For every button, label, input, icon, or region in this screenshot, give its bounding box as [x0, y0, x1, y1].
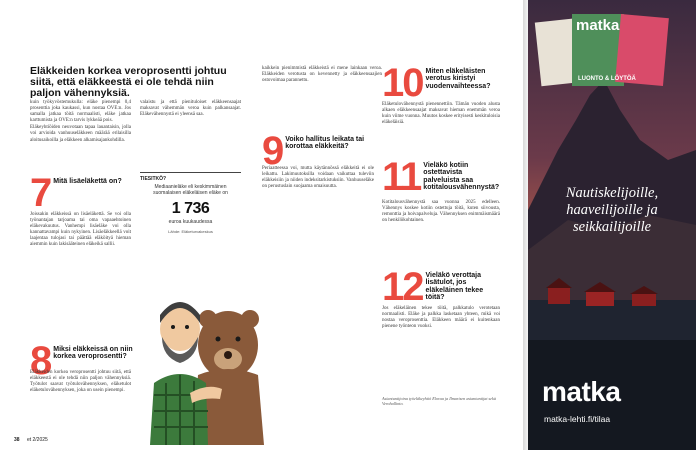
article-paragraph: valaistu ja että pienituloiset eläkkeensaajat maksavat vähemmän veroa kuin palkansaajat. Eläkevähennystä ei yleensä saa.	[140, 100, 241, 118]
question-12	[382, 265, 500, 309]
article-column-1	[30, 100, 131, 145]
article-column-2	[140, 100, 241, 119]
matka-logo: matka	[542, 376, 621, 407]
fact-source: Lähde: Eläketurvakeskus	[168, 229, 213, 234]
question-9	[262, 129, 382, 173]
question-number: 11	[382, 155, 421, 199]
fact-box	[140, 172, 241, 234]
article-column-3	[262, 66, 382, 85]
ad-subscribe-url[interactable]: matka-lehti.fi/tilaa	[544, 414, 611, 424]
question-11	[382, 155, 500, 199]
article-paragraph: kuin työkyvöstemukulla: eläke pienempi 0,4 prosenttia joka kaukassi, kun nostaa OVE:n. Jos samalla jatkaa töitä normaalisti, eläke jatkaa karttumista ja OVE:n tarvis lykkeää pois.	[30, 100, 131, 124]
question-number: 9	[262, 129, 283, 173]
fact-value: 1 736	[171, 200, 210, 217]
question-7	[30, 171, 140, 215]
cover-logo: matka	[576, 17, 620, 34]
question-7-text: Joissakin eläkkeissä on lisäeläkettä. Se voi olla työnantajan tarjoama tai oma vapaaehtoinen eläkevakuutus. Vanhempi lisäeläke voi olla kannattavampi kuin nykyinen. Lisäeläkkeellä voit laajentaa tulojasi tai päättää eläköityä hieman aiemmin kuin lakisääteinen eläkeikä sallii.	[30, 212, 131, 248]
question-8-text: Eläkkeiden korkea veroprosentti johtuu siitä, että eläkkeestä ei ole tehdä niin paljon vähennyksiä. Työtulot saavat työtulovähennyksen, eläketulot eläketulovähennyksen, joka on usein pienempi.	[30, 370, 131, 394]
fact-description: Mediaanieläke eli keskimmäinen suomalaisen eläkeläisen eläke on	[153, 184, 228, 196]
question-title: Miten eläkeläisten verotus kiristyi vuodenvaihteessa?	[425, 68, 491, 90]
article-paragraph: kaikkein pienimmistä eläkkeistä ei mene lainkaan veroa. Eläkkeiden verotusta on kevennetty ja eläkkeensaajien ostovoimaa parannettu.	[262, 66, 382, 84]
cover-line: LUONTO & LÖYTÖÄ	[578, 76, 636, 82]
page-footer	[14, 437, 48, 443]
question-title: Vieläkö kotiin ostettavista palveluista saa kotitalousvähennystä?	[423, 162, 500, 192]
question-number: 12	[382, 265, 423, 309]
question-10-text: Eläketulovähennystä pienennettiin. Tämän vuoden alusta alkaen eläkkeensaajat maksavat hieman enemmän veroa kuin viime vuonna. Muutos koskee erityisesti keskituloisia eläkeläisiä.	[382, 102, 500, 126]
question-title: Vieläkö verottaja lisätulot, jos eläkeläinen tekee töitä?	[425, 272, 484, 302]
article-headline: Eläkkeiden korkea veroprosentti johtuu siitä, että eläkkeestä ei ole tehdä niin paljon vähennyksiä.	[30, 65, 227, 99]
question-12-text: Jos eläkeläinen tekee töitä, palkkatulo verotetaan normaalisti. Eläke ja palkka lasketaan yhteen, mikä voi nostaa veroprosenttia. Eläkkeen määrä ei kuitenkaan pienene työnteon vuoksi.	[382, 306, 500, 330]
page-number: 38	[14, 437, 20, 443]
question-number: 8	[30, 339, 51, 383]
ad-tagline: Nautiskelijoille, haaveilijoille ja seikkailijoille	[565, 185, 659, 235]
question-10	[382, 61, 500, 105]
fact-unit: euroa kuukaudessa	[168, 219, 213, 225]
question-number: 7	[30, 171, 51, 215]
question-11-text: Kotitalousvähennystä saa vuonna 2025 edelleen. Vähennys koskee kotiin ostettuja töitä, kuten siivousta, remonttia ja hoivapalveluja. Vähennyksen enimmäismäärä on henkilökohtainen.	[382, 200, 500, 224]
question-number: 10	[382, 61, 423, 105]
article-caption: Asiantuntijoina työeläkeyhtiö Eloraa ja Ilmarisen asiantuntijat sekä Verohallinto.	[382, 396, 496, 406]
illustration-man-and-bear	[146, 275, 266, 445]
question-title: Mitä lisäeläkettä on?	[53, 178, 122, 185]
issue-label: et 2/2025	[26, 437, 48, 443]
fact-label: TIESITKÖ?	[140, 176, 167, 182]
magazine-covers	[532, 8, 692, 88]
question-9-text: Periaatteessa voi, mutta käytännössä eläkkeitä ei ole leikattu. Lakimuutoksilla voidaan vaikuttaa tuleviin eläkkeisiin ja niiden indeksitarkistuksiin. Vanhuuseläke on perustuslain suojaama omaisuutta.	[262, 166, 374, 190]
advertisement-page	[528, 0, 696, 450]
question-title: Miksi eläkkeissä on niin korkea veroprosentti?	[53, 346, 133, 361]
article-paragraph: Eläkeyhtiöiden neuvotaan tapaa lauantaisin, jolla voi arvioida vanhuuseläkkeen määrää erilaisilla aloitusaikoilla ja eläkkeen alkamisajankohdilla.	[30, 125, 131, 143]
question-title: Voiko hallitus leikata tai korottaa eläkkeitä?	[285, 136, 365, 151]
